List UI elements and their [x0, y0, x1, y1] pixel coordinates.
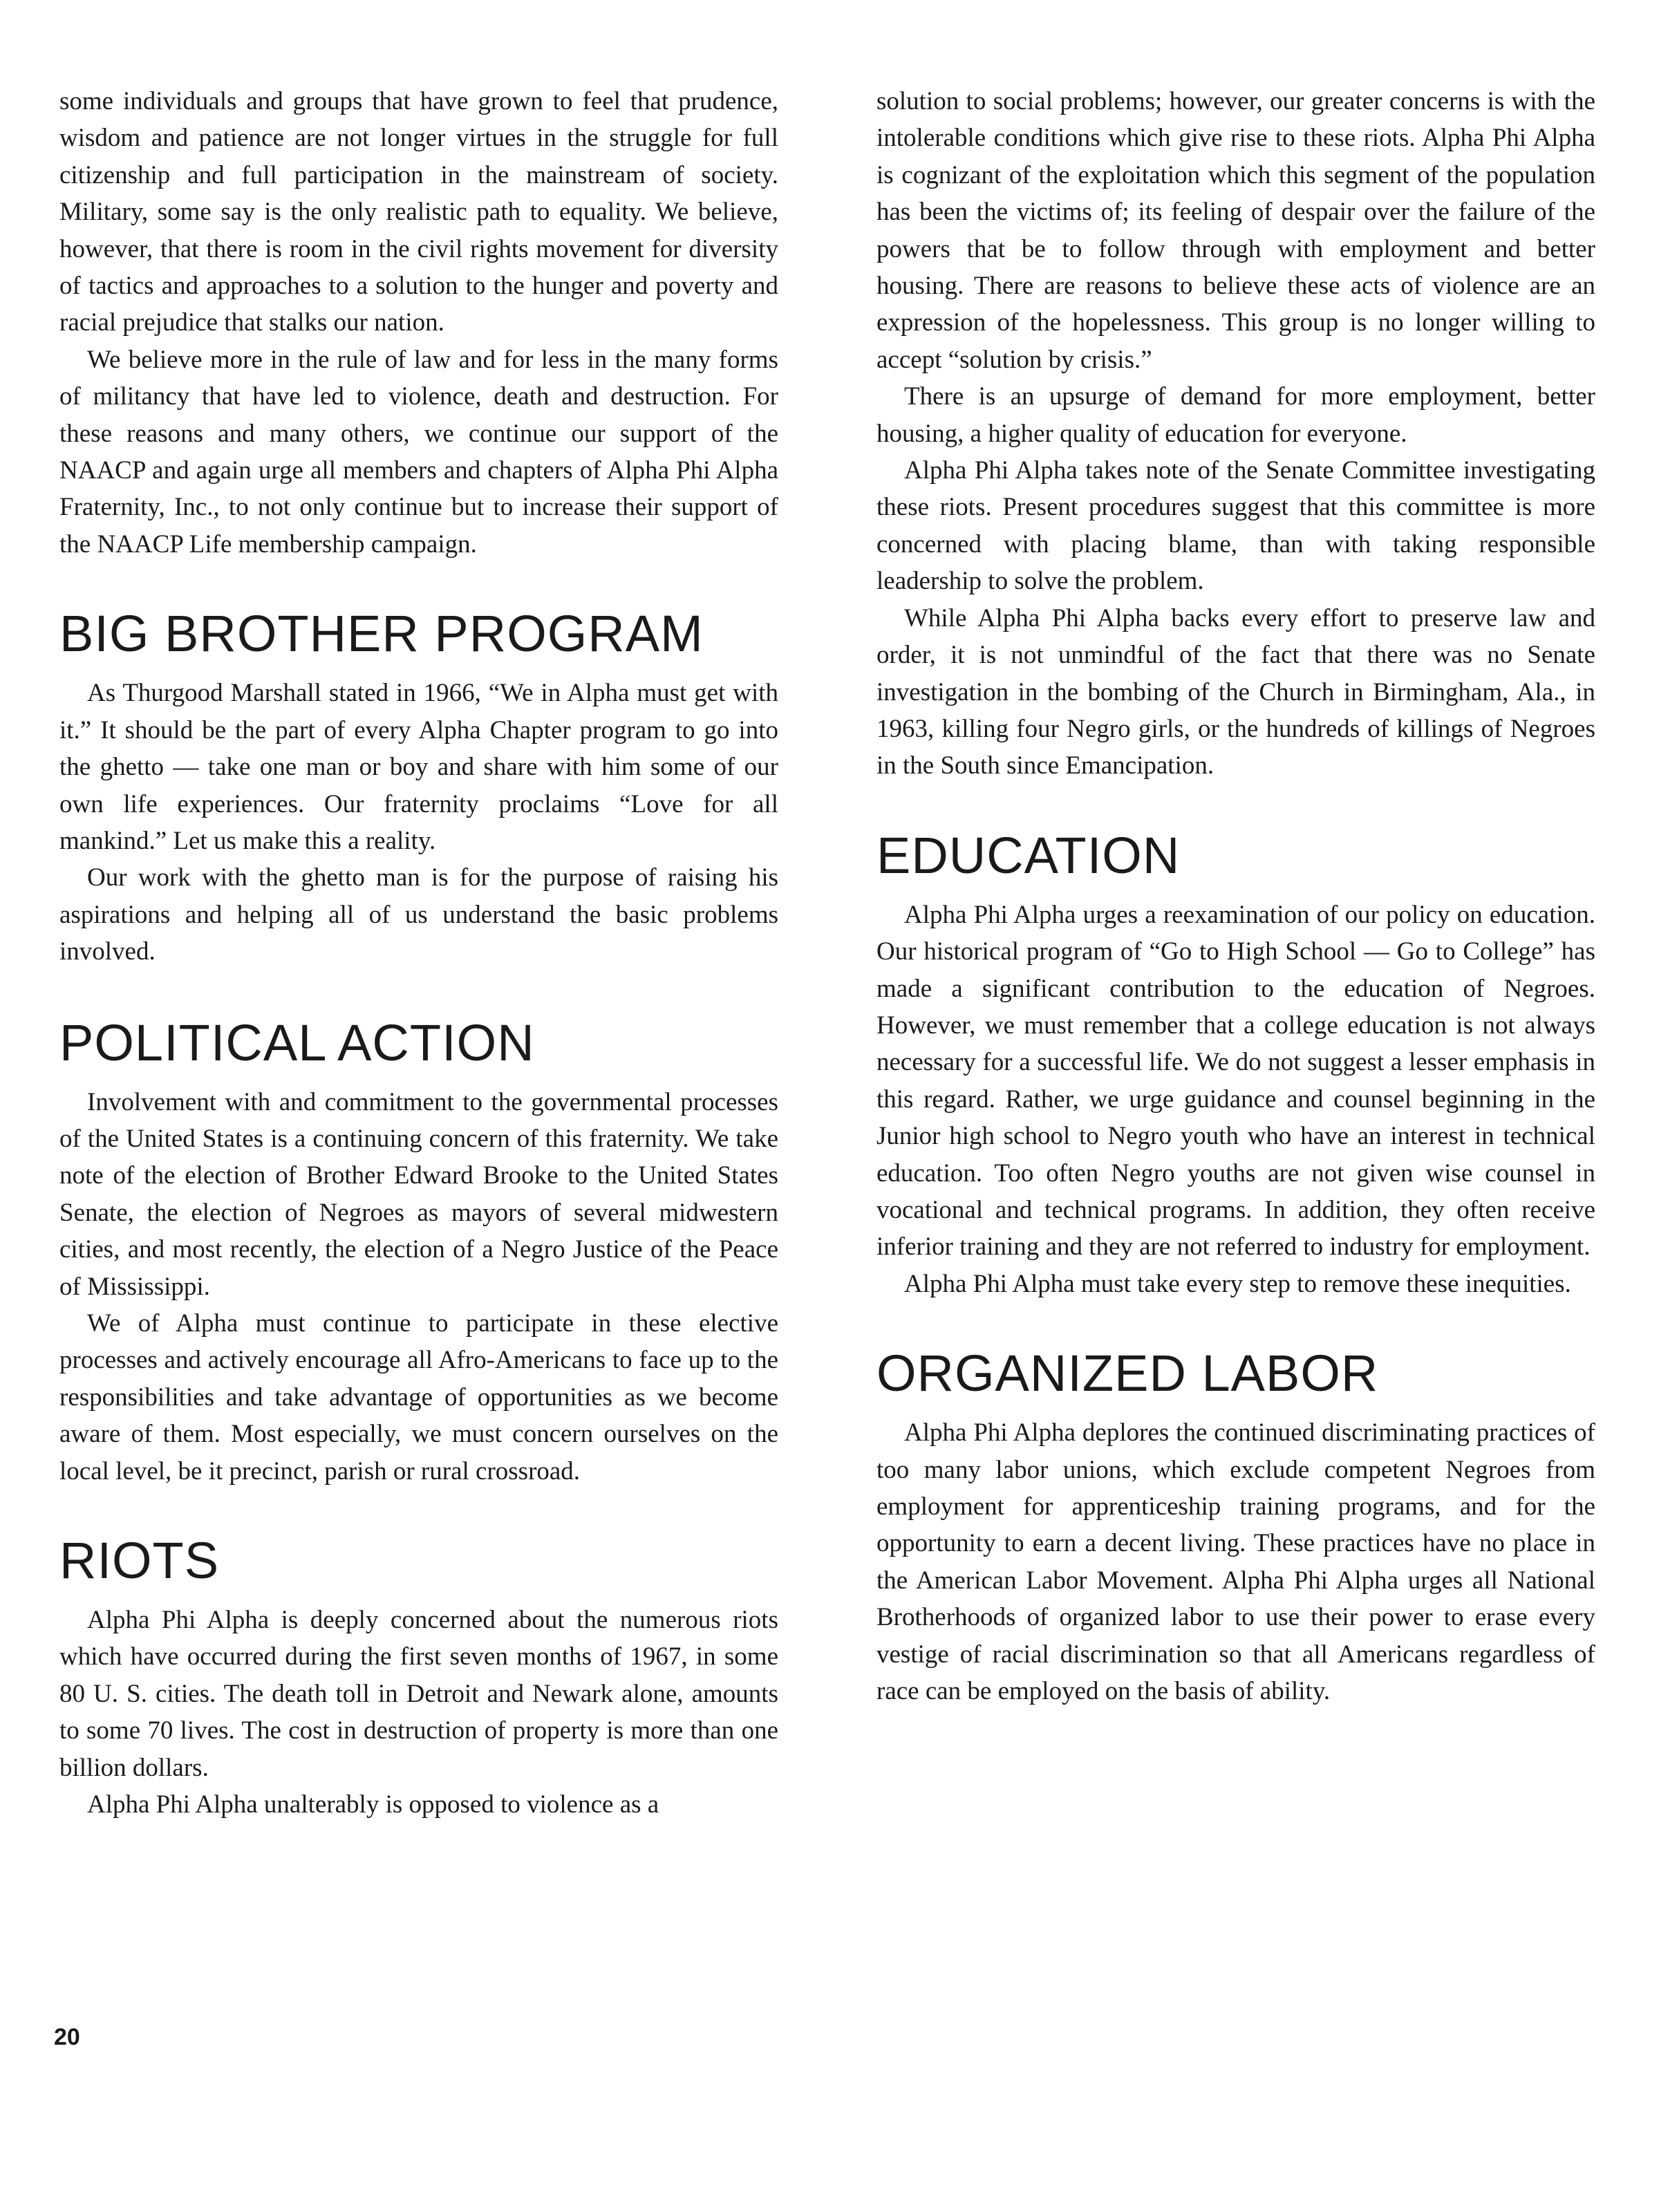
page-number: 20 — [54, 2024, 80, 2050]
heading-big-brother-program: BIG BROTHER PROGRAM — [59, 605, 704, 663]
organized-labor-paragraph-1: Alpha Phi Alpha deplores the continued discriminating practices of too many labor unions, which exclude competent Negroes from employment for apprenticeship training programs, and for the opportunity to earn a decent living. These practices have no place in the American Labor Movement. Alpha Phi Alpha urges all National Brotherhoods of organized labor to use their power to erase every vestige of racial discrimination so that all Americans regardless of race can be employed on the basis of ability. — [876, 1418, 1595, 1706]
intro-paragraph-1: some individuals and groups that have grown to feel that prudence, wisdom and patience are not longer virtues in the struggle for full citizenship and full participation in the mainstream of society. Military, some say is the only realistic path to equality. We believe, however, that there is room in the civil rights movement for diversity of tactics and approaches to a solution to the hunger and poverty and racial prejudice that stalks our nation. — [59, 87, 778, 337]
heading-political-action: POLITICAL ACTION — [59, 1013, 535, 1071]
education-paragraph-2: Alpha Phi Alpha must take every step to remove these inequities. — [904, 1269, 1571, 1298]
big-brother-paragraph-2: Our work with the ghetto man is for the purpose of raising his aspirations and helping all of us understand the basic problems involved. — [59, 863, 778, 966]
riots-continued-paragraph-1: solution to social problems; however, our greater concerns is with the intolerable conditions which give rise to these riots. Alpha Phi Alpha is cognizant of the exploitation which this segment of the population has been the victims of; its feeling of despair over the failure of the powers that be to follow through with employment and better housing. There are reasons to believe these acts of violence are an expression of the hopelessness. This group is no longer willing to accept “solution by crisis.” — [876, 87, 1595, 374]
education-paragraph-1: Alpha Phi Alpha urges a reexamination of our policy on education. Our historical program of “Go to High School — Go to College” has made a significant contribution to the education of Negroes. However, we must remember that a college education is not always necessary for a successful life. We do not suggest a lesser emphasis in this regard. Rather, we urge guidance and counsel beginning in the Junior high school to Negro youth who have an interest in technical education. Too often Negro youths are not given wise counsel in vocational and technical programs. In addition, they often receive inferior training and they are not referred to industry for employment. — [876, 900, 1595, 1262]
riots-continued-paragraph-4: While Alpha Phi Alpha backs every effort to preserve law and order, it is not unmindful of the fact that there was no Senate investigation in the bombing of the Church in Birmingham, Ala., in 1963, killing four Negro girls, or the hundreds of killings of Negroes in the South since Emancipation. — [876, 603, 1595, 780]
political-action-paragraph-1: Involvement with and commitment to the governmental processes of the United States is a continuing concern of this fraternity. We take note of the election of Brother Edward Brooke to the United States Senate, the election of Negroes as mayors of several midwestern cities, and most recently, the election of a Negro Justice of the Peace of Mississippi. — [59, 1087, 778, 1301]
big-brother-paragraph-1: As Thurgood Marshall stated in 1966, “We in Alpha must get with it.” It should be the part of every Alpha Chapter program to go into the ghetto — take one man or boy and share with him some of our own life experiences. Our fraternity proclaims “Love for all mankind.” Let us make this a reality. — [59, 679, 778, 855]
heading-education: EDUCATION — [876, 826, 1181, 884]
riots-continued-paragraph-2: There is an upsurge of demand for more employment, better housing, a higher quality of education for everyone. — [876, 382, 1595, 448]
heading-organized-labor: ORGANIZED LABOR — [876, 1344, 1379, 1403]
right-column — [876, 83, 1595, 1709]
riots-paragraph-2: Alpha Phi Alpha unalterably is opposed to violence as a — [87, 1790, 659, 1819]
riots-paragraph-1: Alpha Phi Alpha is deeply concerned about the numerous riots which have occurred during the first seven months of 1967, in some 80 U. S. cities. The death toll in Detroit and Newark alone, amounts to some 70 lives. The cost in destruction of property is more than one billion dollars. — [59, 1606, 778, 1782]
intro-paragraph-2: We believe more in the rule of law and for less in the many forms of militancy that have led to violence, death and destruction. For these reasons and many others, we continue our support of the NAACP and again urge all members and chapters of Alpha Phi Alpha Fraternity, Inc., to not only continue but to increase their support of the NAACP Life membership campaign. — [59, 345, 778, 559]
political-action-paragraph-2: We of Alpha must continue to participate in these elective processes and actively encourage all Afro-Americans to face up to the responsibilities and take advantage of opportunities as we become aware of them. Most especially, we must concern ourselves on the local level, be it precinct, parish or rural crossroad. — [59, 1309, 778, 1485]
heading-riots: RIOTS — [59, 1532, 220, 1589]
left-column — [59, 83, 778, 1823]
riots-continued-paragraph-3: Alpha Phi Alpha takes note of the Senate Committee investigating these riots. Present procedures suggest that this committee is more concerned with placing blame, than with taking responsible leadership to solve the problem. — [876, 456, 1595, 596]
